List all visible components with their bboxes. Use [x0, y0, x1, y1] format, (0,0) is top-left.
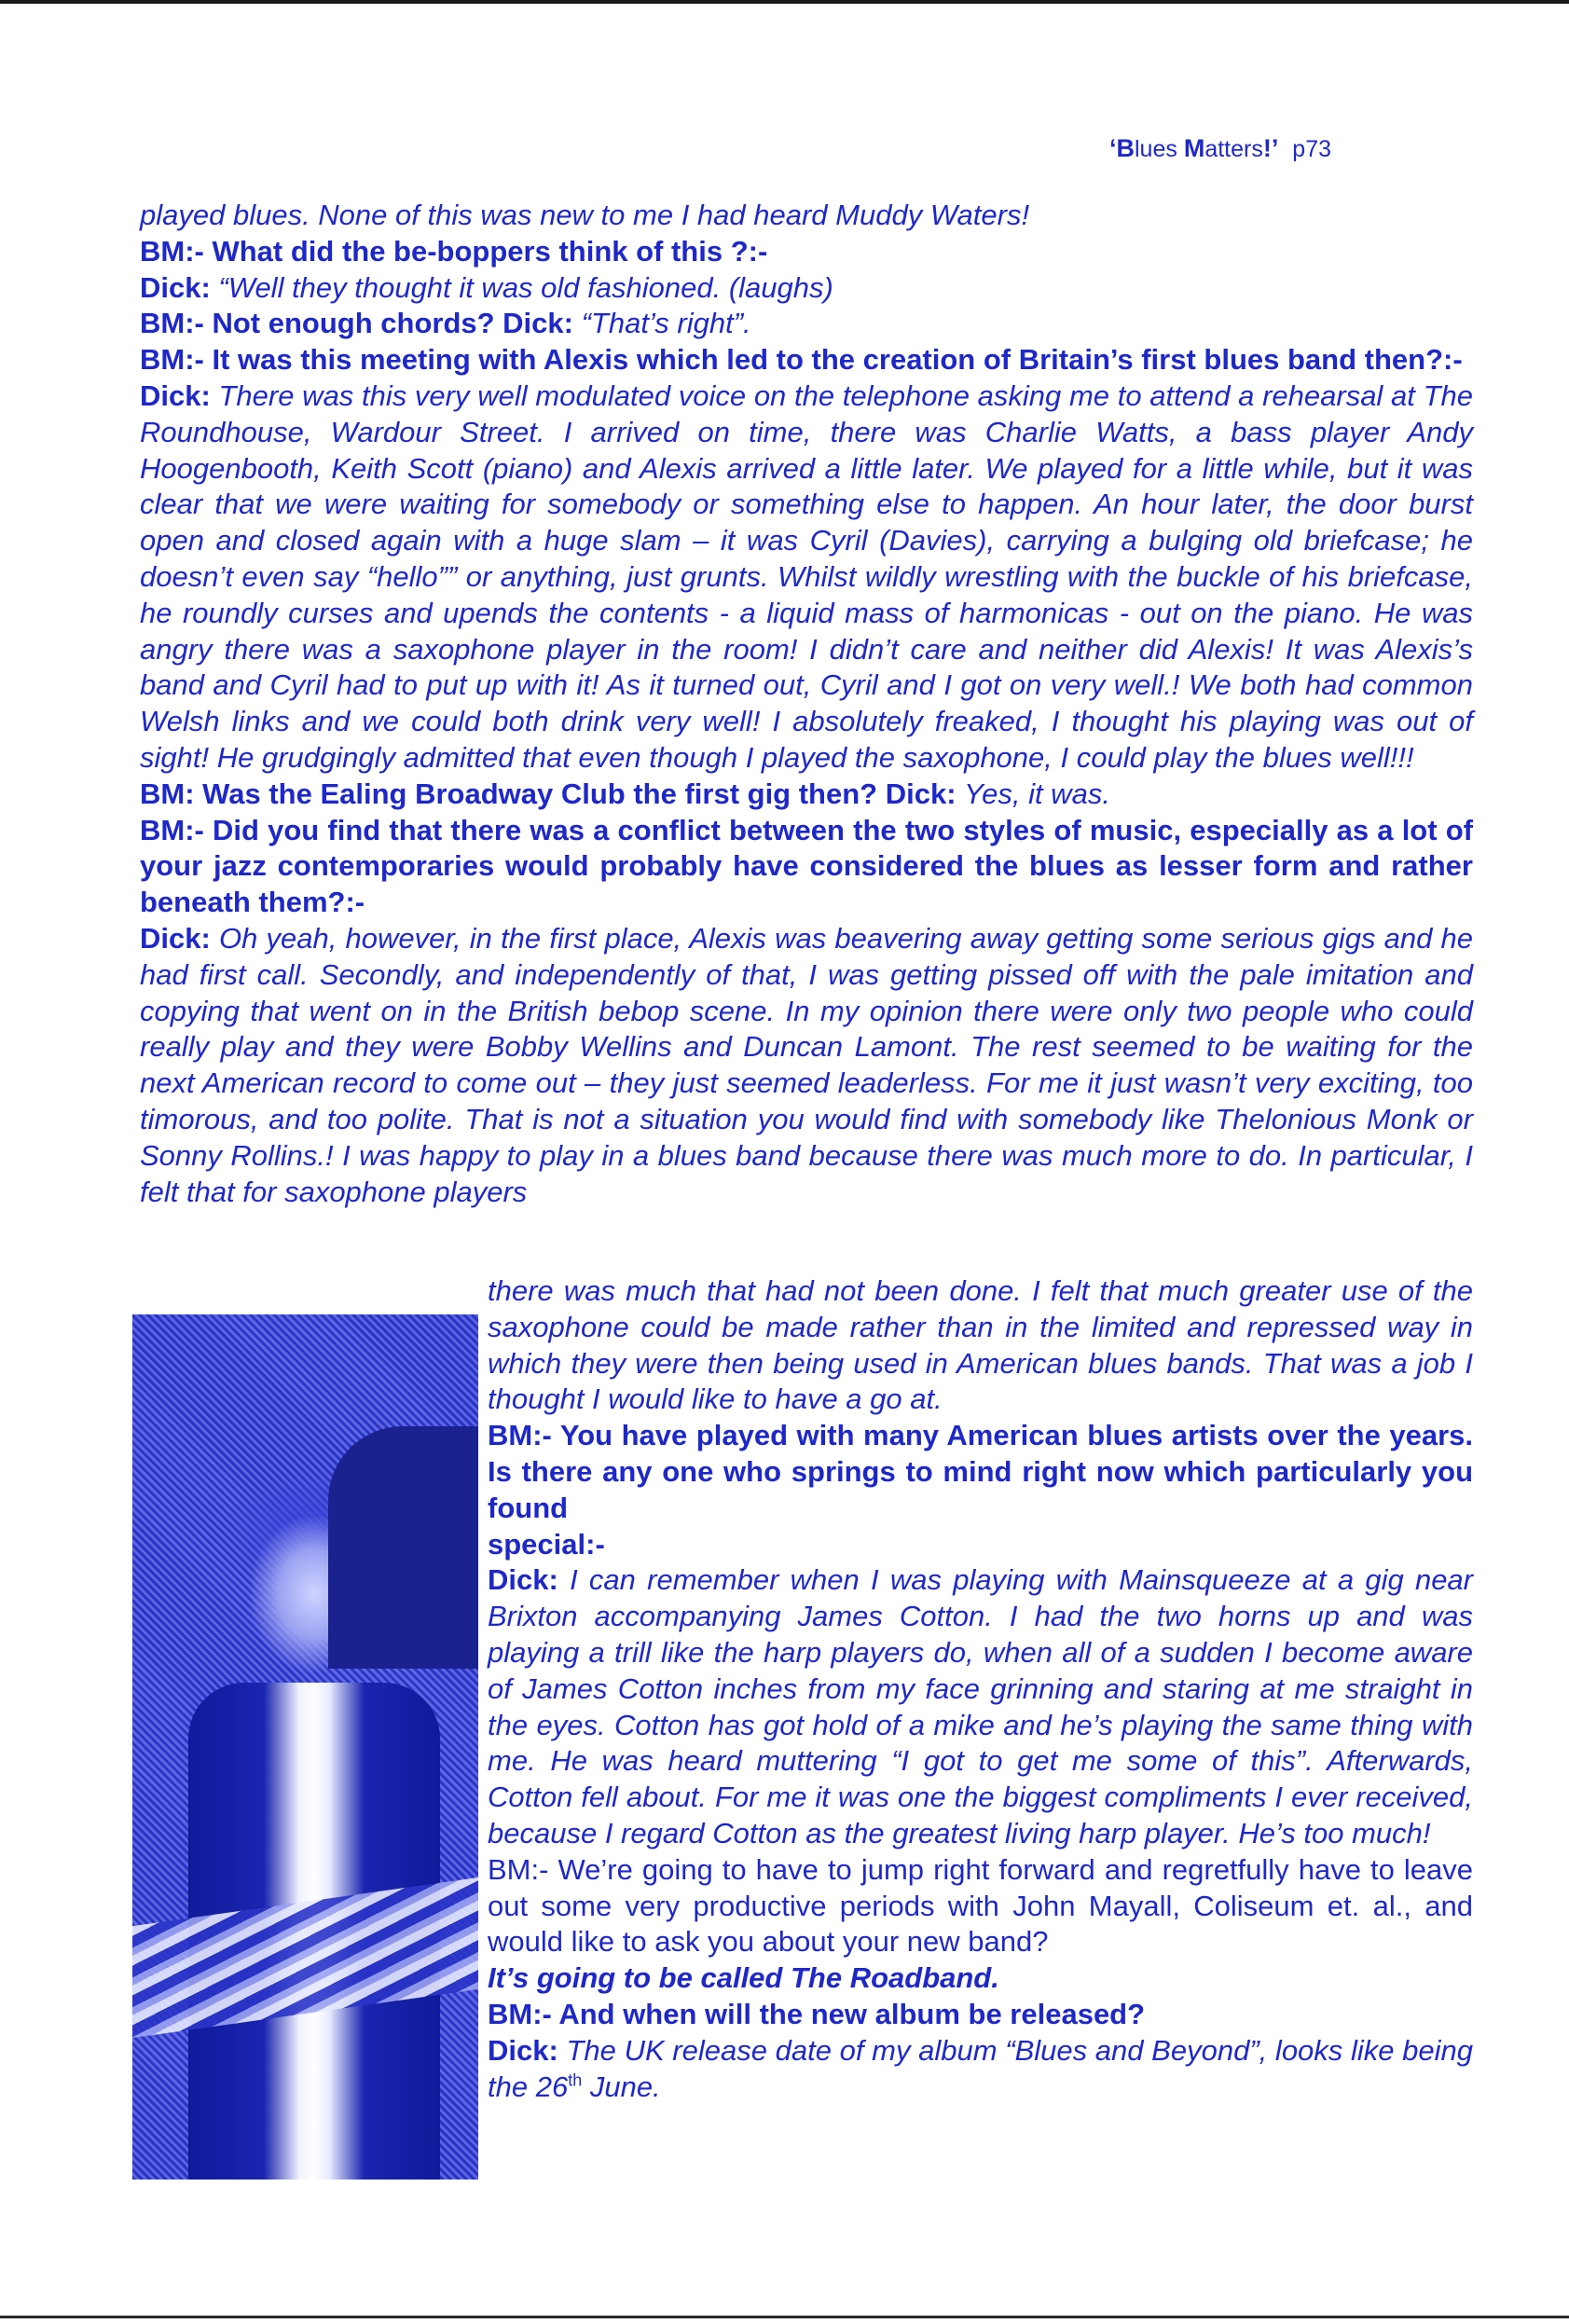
paragraph	[140, 342, 1473, 378]
paragraph	[140, 777, 1473, 813]
paragraph-text: th	[568, 2070, 583, 2090]
running-head	[1109, 134, 1389, 163]
paragraph	[488, 1527, 1473, 1563]
paragraph	[488, 1418, 1473, 1526]
interview-body-full-width	[140, 198, 1473, 1210]
photo-archway	[328, 1426, 478, 1669]
interviewer-question: special:-	[488, 1527, 605, 1561]
magazine-title: ‘Blues Matters!’	[1109, 134, 1279, 162]
speaker-label: Dick:	[488, 2033, 567, 2067]
paragraph-text: “Well they thought it was old fashioned. (laughs)	[218, 270, 833, 304]
paragraph-text: There was this very well modulated voice on the telephone asking me to attend a rehearsal at The Roundhouse, Wardour Street. I arrived on time, there was Charlie Watts, a bass player Andy Hoogenbooth, Keith Scott (piano) and Alexis arrived a little later. We played for a little while, but it was clear that we were waiting for somebody or something else to happen. An hour later, the door burst open and closed again with a huge slam – it was Cyril (Davies), carrying a bulging old briefcase; he doesn’t even say “hello”” or anything, just grunts. Whilst wildly wrestling with the buckle of his briefcase, he roundly curses and upends the contents - a liquid mass of harmonicas - out on the piano. He was angry there was a saxophone player in the room! I didn’t care and neither did Alexis! It was Alexis’s band and Cyril had to put up with it! As it turned out, Cyril and I got on very well.! We both had common Welsh links and we could both drink very well! I absolutely freaked, I thought his playing was out of sight! He grudgingly admitted that even though I played the saxophone, I could play the blues well!!!	[140, 378, 1473, 774]
paragraph	[140, 270, 1473, 307]
interviewer-question: BM: Was the Ealing Broadway Club the first gig then? Dick:	[140, 777, 965, 810]
paragraph	[140, 921, 1473, 1210]
bottom-rule	[0, 2316, 1569, 2318]
paragraph-text: Oh yeah, however, in the first place, Alexis was beavering away getting some serious gigs and he had first call. Secondly, and independently of that, I was getting pissed off with the pale imitation and copying that went on in the British bebop scene. In my opinion there were only two people who could really play and they were Bobby Wellins and Duncan Lamont. The rest seemed to be waiting for the next American record to come out – they just seemed leaderless. For me it just wasn’t very exciting, too timorous, and too polite. That is not a situation you would find with somebody like Thelonious Monk or Sonny Rollins.! I was happy to play in a blues band because there was much more to do. In particular, I felt that for saxophone players	[140, 921, 1473, 1208]
speaker-label: Dick:	[140, 270, 219, 304]
paragraph	[488, 1562, 1473, 1851]
paragraph	[488, 1273, 1473, 1418]
paragraph-text: I can remember when I was playing with Mainsqueeze at a gig near Brixton accompanying James Cotton. I had the two horns up and was playing a trill like the harp players do, when all of a sudden I become aware of James Cotton inches from my face grinning and staring at me straight in the eyes. Cotton has got hold of a mike and he’s playing the same thing with me. He was heard muttering “I got to get me some of this”. Afterwards, Cotton fell about. For me it was one the biggest compliments I ever received, because I regard Cotton as the greatest living harp player. He’s too much!	[488, 1563, 1474, 1850]
interview-body-right-column	[488, 1273, 1473, 2105]
paragraph-text: BM:- We’re going to have to jump right forward and regretfully have to leave out some very productive periods with John Mayall, Coliseum et. al., and would like to ask you about your new band?	[488, 1852, 1473, 1959]
speaker-label: Dick:	[488, 1563, 571, 1597]
paragraph-text: June.	[582, 2070, 661, 2103]
paragraph	[140, 306, 1473, 342]
interviewer-question: BM:- You have played with many American blues artists over the years. Is there any one who springs to mind right now which particularly you found	[488, 1419, 1473, 1524]
paragraph-text: there was much that had not been done. I felt that much greater use of the saxophone could be made rather than in the limited and repressed way in which they were then being used in American blues bands. That was a job I thought I would like to have a go at.	[488, 1274, 1473, 1416]
interviewer-question: BM:- And when will the new album be released?	[488, 1997, 1146, 2030]
photo-dick-heckstall-smith	[132, 1314, 478, 2180]
interviewer-question: BM:- Did you find that there was a conflict between the two styles of music, especially as a lot of your jazz contemporaries would probably have considered the blues as lesser form and rather beneath them?:-	[140, 813, 1473, 919]
paragraph	[488, 1852, 1473, 1960]
paragraph	[488, 2033, 1473, 2106]
paragraph-text: “That’s right”.	[581, 307, 751, 340]
paragraph	[488, 1960, 1473, 1997]
speaker-label: Dick:	[140, 378, 219, 412]
paragraph	[140, 234, 1473, 270]
top-rule	[0, 0, 1569, 4]
paragraph-text: The UK release date of my album “Blues and Beyond”, looks like being the 26	[488, 2033, 1474, 2103]
paragraph	[140, 378, 1473, 777]
paragraph	[140, 198, 1473, 234]
interviewer-question: BM:- Not enough chords? Dick:	[140, 307, 582, 340]
paragraph-text: Yes, it was.	[964, 777, 1110, 810]
interviewer-question: BM:- What did the be-boppers think of this ?:-	[140, 234, 768, 268]
paragraph-text: played blues. None of this was new to me I had heard Muddy Waters!	[140, 199, 1030, 231]
paragraph	[140, 813, 1473, 921]
speaker-label: Dick:	[140, 921, 219, 955]
paragraph	[488, 1997, 1473, 2033]
paragraph-text: It’s going to be called The Roadband.	[488, 1961, 999, 1995]
page-number: p73	[1292, 136, 1332, 162]
interviewer-question: BM:- It was this meeting with Alexis which led to the creation of Britain’s first blues band then?:-	[140, 343, 1463, 377]
